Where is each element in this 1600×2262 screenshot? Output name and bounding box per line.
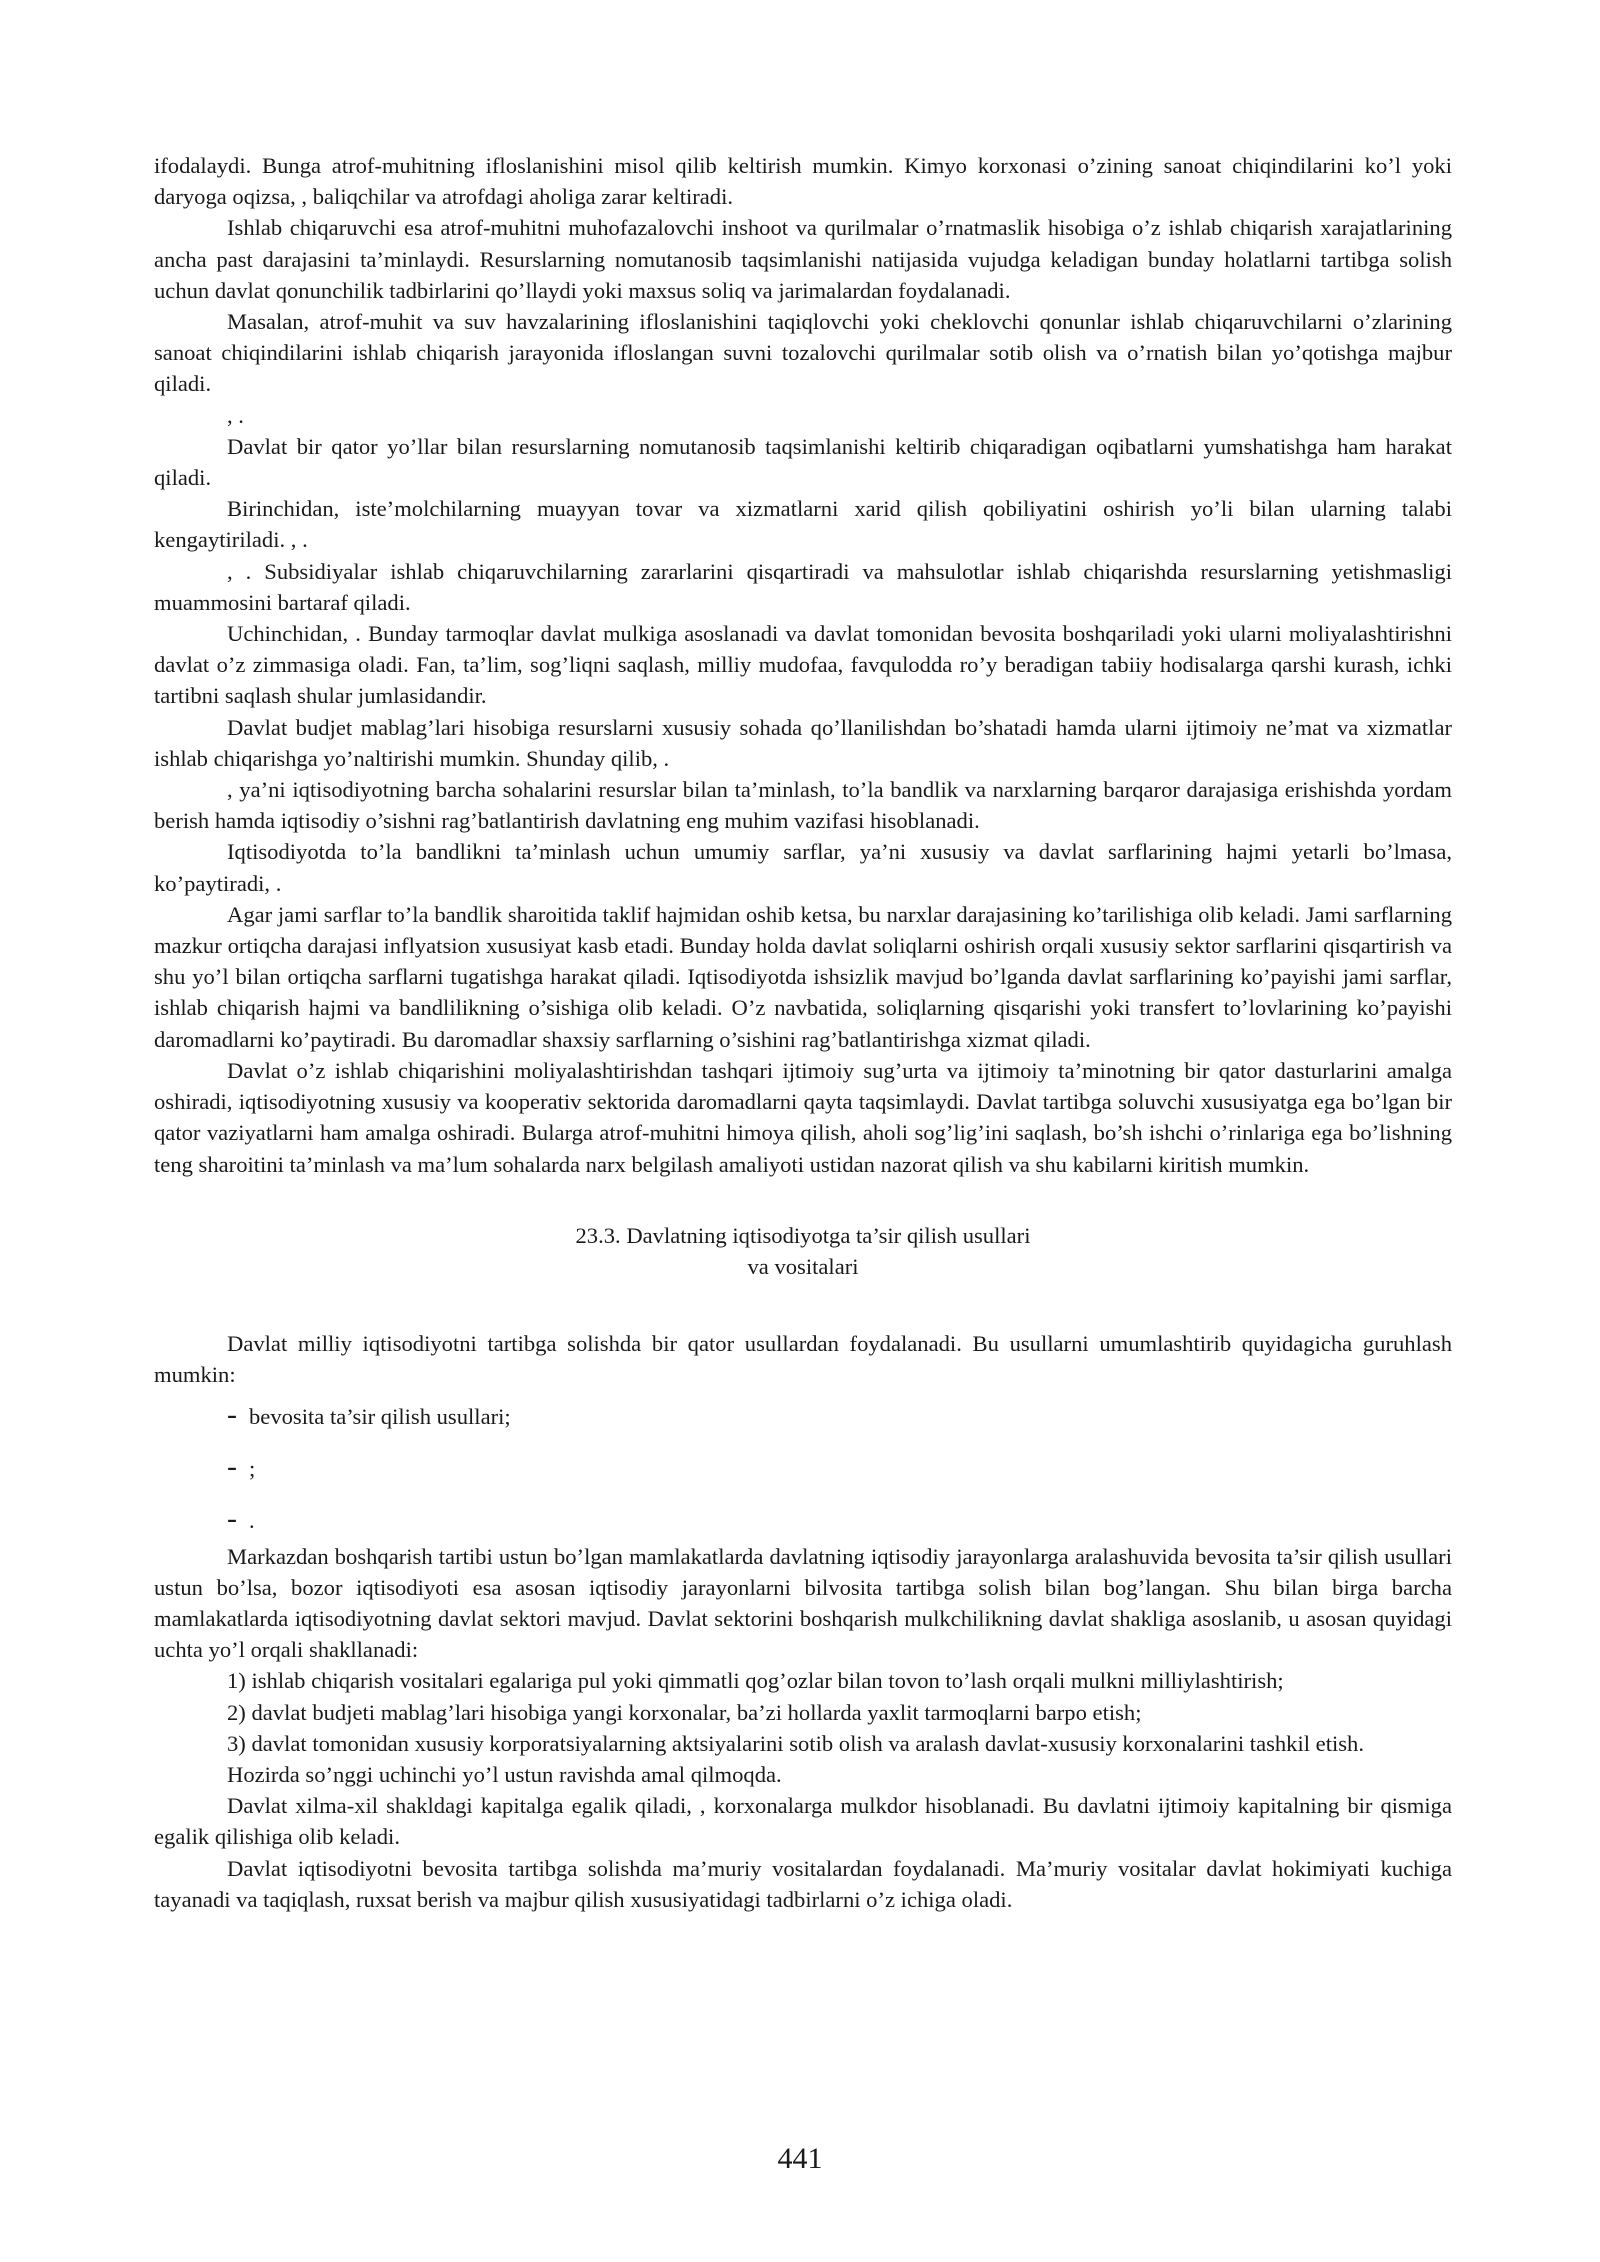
intro-paragraph: Davlat milliy iqtisodiyotni tartibga solishda bir qator usullardan foydalanadi. Bu usullarni umumlashtirib quyidagicha guruhlash mumkin: — [154, 1331, 1452, 1388]
list-item-text: ; — [249, 1455, 256, 1481]
paragraph: , . Subsidiyalar ishlab chiqaruvchilarning zararlarini qisqartiradi va mahsulotlar ishlab chiqarishda resurslarning yetishmasligi muammosini bartaraf qiladi. — [154, 558, 1452, 615]
paragraph: 3) davlat tomonidan xususiy korporatsiyalarning aktsiyalarini sotib olish va aralash davlat-xususiy korxonalarini tashkil etish. — [227, 1730, 1365, 1756]
page-number: 441 — [777, 2142, 823, 2175]
paragraph: Ishlab chiqaruvchi esa atrof-muhitni muhofazalovchi inshoot va qurilmalar o’rnatmaslik hisobiga o’z ishlab chiqarish xarajatlarining ancha past darajasini ta’minlaydi. Resurslarning nomutanosib taqsimlanishi natijasida vujudga keladigan bunday holatlarni tartibga solish uchun davlat qonunchilik tadbirlarini qo’llaydi yoki maxsus soliq va jarimalardan foydalanadi. — [154, 215, 1452, 303]
paragraph: ifodalaydi. Bunga atrof-muhitning ifloslanishini misol qilib keltirish mumkin. Kimyo korxonasi o’zining sanoat chiqindilarini ko’l yoki daryoga oqizsa, , baliqchilar va atrofdagi aholiga zarar keltiradi. — [154, 153, 1452, 210]
paragraph: 1) ishlab chiqarish vositalari egalariga pul yoki qimmatli qog’ozlar bilan tovon to’lash orqali mulkni milliylashtirish; — [227, 1668, 1284, 1694]
paragraph: , ya’ni iqtisodiyotning barcha sohalarini resurslar bilan ta’minlash, to’la bandlik va narxlarning barqaror darajasiga erishishda yordam berish hamda iqtisodiy o’sishni rag’batlantirish davlatning eng muhim vazifasi hisoblanadi. — [154, 777, 1452, 834]
dash-bullet: - — [227, 1449, 237, 1483]
list-item-text: . — [249, 1507, 255, 1533]
dash-bullet: - — [227, 1501, 237, 1535]
paragraph: 2) davlat budjeti mablag’lari hisobiga yangi korxonalar, ba’zi hollarda yaxlit tarmoqlarni barpo etish; — [227, 1699, 1142, 1725]
document-page — [154, 150, 1452, 1915]
body-text-bottom — [154, 1541, 1452, 1915]
section-heading-line-1: 23.3. Davlatning iqtisodiyotga ta’sir qilish usullari — [575, 1222, 1031, 1248]
bullet-list — [154, 1399, 1452, 1541]
section-heading — [154, 1220, 1452, 1282]
list-item-text: bevosita ta’sir qilish usullari; — [249, 1403, 511, 1429]
paragraph: Davlat o’z ishlab chiqarishini moliyalashtirishdan tashqari ijtimoiy sug’urta va ijtimoiy ta’minotning bir qator dasturlarini amalga oshiradi, iqtisodiyotning xususiy va kooperativ sektorida daromadlarni qayta taqsimlaydi. Davlat tartibga soluvchi xususiyatga ega bo’lgan bir qator vaziyatlarni ham amalga oshiradi. Bularga atrof-muhitni himoya qilish, aholi sog’lig’ini saqlash, bo’sh ishchi o’rinlariga ega bo’lishning teng sharoitini ta’minlash va ma’lum sohalarda narx belgilash amaliyoti ustidan nazorat qilish va shu kabilarni kiritish mumkin. — [154, 1057, 1452, 1177]
list-item — [154, 1503, 1452, 1541]
list-item — [154, 1399, 1452, 1451]
paragraph: Uchinchidan, . Bunday tarmoqlar davlat mulkiga asoslanadi va davlat tomonidan bevosita boshqariladi yoki ularni moliyalashtirishni davlat o’z zimmasiga oladi. Fan, ta’lim, sog’liqni saqlash, milliy mudofaa, favqulodda ro’y beradigan tabiiy hodisalarga qarshi kurash, ichki tartibni saqlash shular jumlasidandir. — [154, 621, 1452, 709]
body-text-top — [154, 150, 1452, 1180]
paragraph: Masalan, atrof-muhit va suv havzalarining ifloslanishini taqiqlovchi yoki cheklovchi qonunlar ishlab chiqaruvchilarni o’zlarining sanoat chiqindilarini ishlab chiqarish jarayonida ifloslangan suvni tozalovchi qurilmalar sotib olish va o’rnatish bilan yo’qotishga majbur qiladi. — [154, 309, 1452, 397]
list-item — [154, 1451, 1452, 1503]
paragraph: Agar jami sarflar to’la bandlik sharoitida taklif hajmidan oshib ketsa, bu narxlar darajasining ko’tarilishiga olib keladi. Jami sarflarning mazkur ortiqcha darajasi inflyatsion xususiyat kasb etadi. Bunday holda davlat soliqlarni oshirish orqali xususiy sektor sarflarini qisqartirish va shu yo’l bilan ortiqcha sarflarni tugatishga harakat qiladi. Iqtisodiyotda ishsizlik mavjud bo’lganda davlat sarflarining ko’payishi jami sarflar, ishlab chiqarish hajmi va bandlilikning o’sishiga olib keladi. O’z navbatida, soliqlarning qisqarishi yoki transfert to’lovlarining ko’payishi daromadlarni ko’paytiradi. Bu daromadlar shaxsiy sarflarning o’sishini rag’batlantirishga xizmat qiladi. — [154, 901, 1452, 1052]
paragraph: Davlat iqtisodiyotni bevosita tartibga solishda ma’muriy vositalardan foydalanadi. Ma’muriy vositalar davlat hokimiyati kuchiga tayanadi va taqiqlash, ruxsat berish va majbur qilish xususiyatidagi tadbirlarni o’z ichiga oladi. — [154, 1855, 1452, 1912]
paragraph: Davlat xilma-xil shakldagi kapitalga egalik qiladi, , korxonalarga mulkdor hisoblanadi. Bu davlatni ijtimoiy kapitalning bir qismiga egalik qilishiga olib keladi. — [154, 1793, 1452, 1850]
paragraph: Iqtisodiyotda to’la bandlikni ta’minlash uchun umumiy sarflar, ya’ni xususiy va davlat sarflarining hajmi yetarli bo’lmasa, ko’paytiradi, . — [154, 839, 1452, 896]
paragraph: Hozirda so’nggi uchinchi yo’l ustun ravishda amal qilmoqda. — [227, 1761, 782, 1787]
section-heading-line-2: va vositalari — [747, 1253, 859, 1279]
paragraph: Markazdan boshqarish tartibi ustun bo’lgan mamlakatlarda davlatning iqtisodiy jarayonlarga aralashuvida bevosita ta’sir qilish usullari ustun bo’lsa, bozor iqtisodiyoti esa asosan iqtisodiy jarayonlarni bilvosita tartibga solish bilan bog’langan. Shu bilan birga barcha mamlakatlarda iqtisodiyotning davlat sektori mavjud. Davlat sektorini boshqarish mulkchilikning davlat shakliga asoslanib, u asosan quyidagi uchta yo’l orqali shakllanadi: — [154, 1543, 1452, 1663]
paragraph: Birinchidan, iste’molchilarning muayyan tovar va xizmatlarni xarid qilish qobiliyatini oshirish yo’li bilan ularning talabi kengaytiriladi. , . — [154, 496, 1452, 553]
dash-bullet: - — [227, 1397, 237, 1431]
paragraph: Davlat budjet mablag’lari hisobiga resurslarni xususiy sohada qo’llanilishdan bo’shatadi hamda ularni ijtimoiy ne’mat va xizmatlar ishlab chiqarishga yo’naltirishi mumkin. Shunday qilib, . — [154, 714, 1452, 771]
paragraph: Davlat bir qator yo’llar bilan resurslarning nomutanosib taqsimlanishi keltirib chiqaradigan oqibatlarni yumshatishga ham harakat qiladi. — [154, 433, 1452, 491]
paragraph: , . — [227, 402, 244, 428]
